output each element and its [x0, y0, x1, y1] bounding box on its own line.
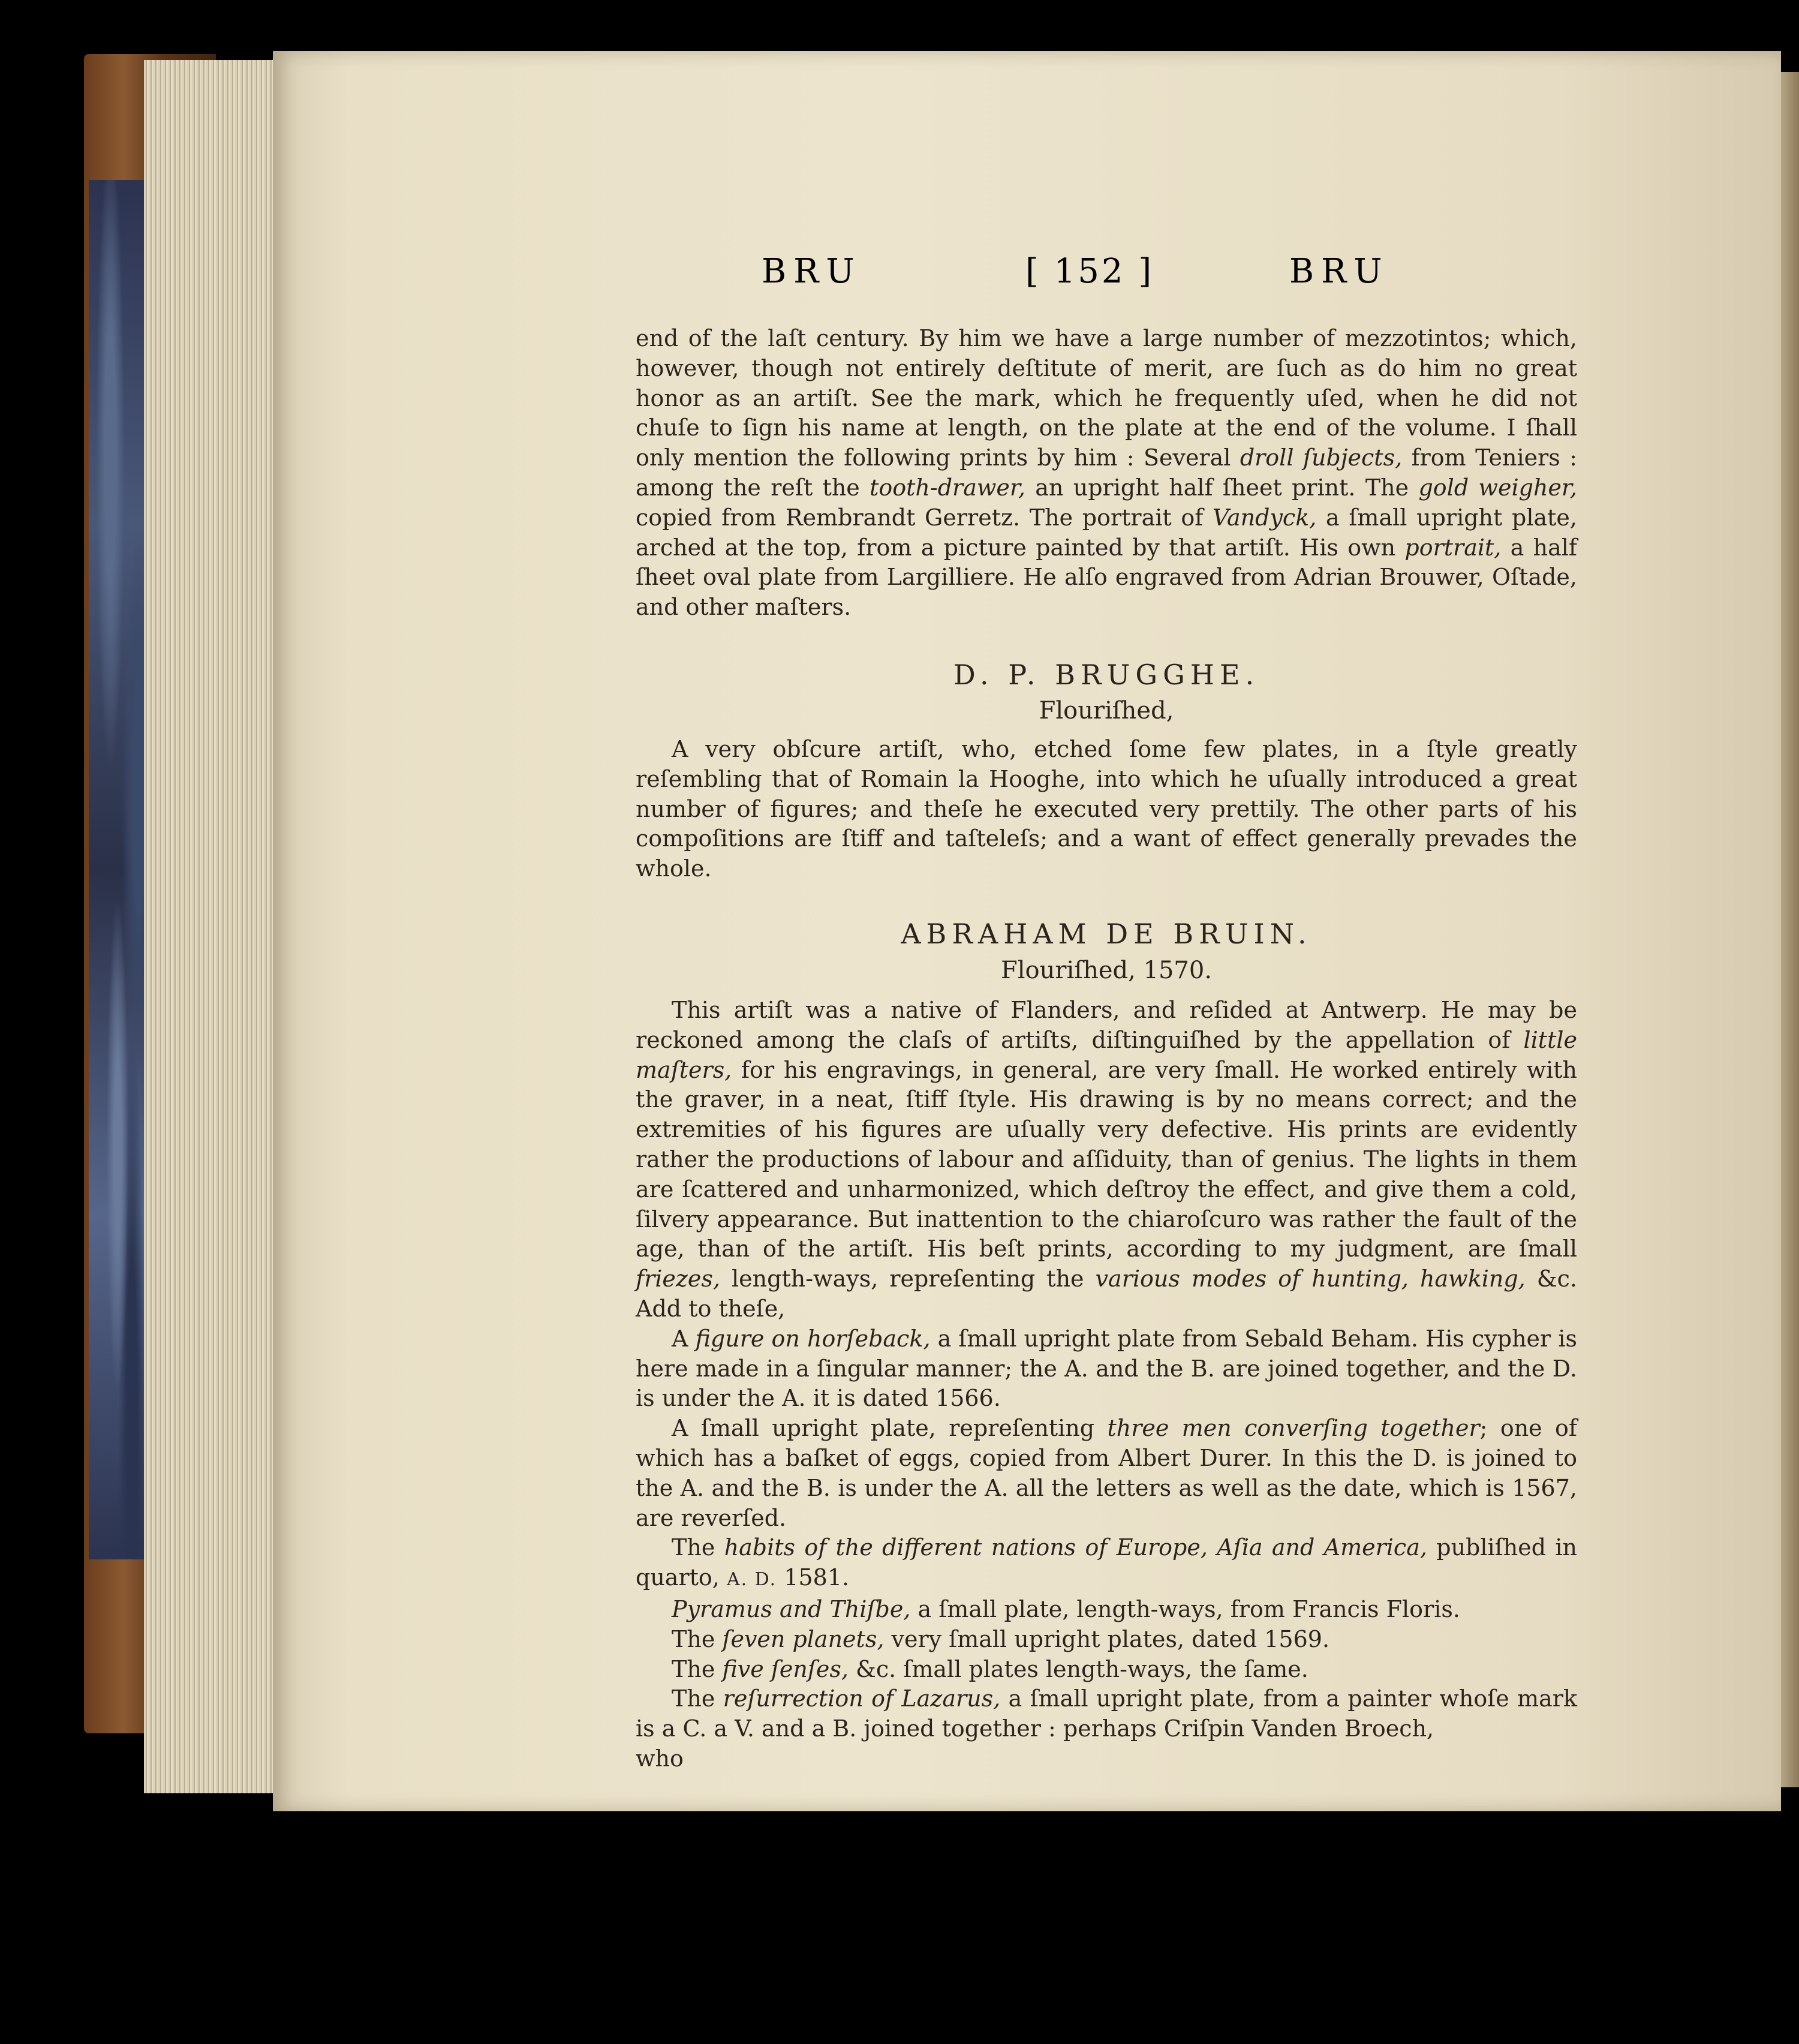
header-right: BRU: [1289, 252, 1389, 291]
paragraph-text: The habits of the different nations of Europe, Aſia and America, publiſhed in quarto, A. D. 1581.: [636, 1534, 1577, 1591]
entry-body-brugghe: [636, 735, 1577, 884]
entry-subtitle-bruin: Flouriſhed, 1570.: [1000, 957, 1213, 984]
entry-body-bruin: [636, 996, 1577, 1774]
paragraph-text: A ſmall upright plate, repreſenting three men converſing together; one of which has a baſket of eggs, copied from Albert Durer. In this the D. is joined to the A. and the B. is under the A. all the letters as well as the date, which is 1567, are reverſed.: [636, 1415, 1577, 1531]
entry-subtitle-brugghe: Flouriſhed,: [1039, 697, 1174, 725]
entry-heading-brugghe: D. P. BRUGGHE.: [953, 659, 1260, 691]
paragraph-text: A figure on horſeback, a ſmall upright plate from Sebald Beham. His cypher is here made in a ſingular manner; the A. and the B. are joined together, and the D. is under the A. it is dated 1566.: [636, 1325, 1577, 1412]
paragraph-text: A very obſcure artiſt, who, etched ſome few plates, in a ſtyle greatly reſembling that of Romain la Hooghe, into which he uſually introduced a great number of figures; and theſe he executed very prettily. The other parts of his compoſitions are ſtiff and taſteleſs; and a want of effect generally prevades the whole.: [636, 736, 1577, 882]
paragraph-text: The five ſenſes, &c. ſmall plates length-ways, the ſame.: [672, 1655, 1308, 1682]
paragraph-text: The ſeven planets, very ſmall upright plates, dated 1569.: [672, 1625, 1330, 1652]
paragraph-text: The reſurrection of Lazarus, a ſmall upright plate, from a painter whoſe mark is a C. a V. and a B. joined together : perhaps Criſpin Vanden Broech,: [636, 1685, 1577, 1742]
page-number: [ 152 ]: [1025, 252, 1154, 291]
paragraph-text: Pyramus and Thiſbe, a ſmall plate, length-ways, from Francis Floris.: [672, 1595, 1460, 1622]
header-left: BRU: [762, 252, 862, 291]
paragraph-text: end of the laſt century. By him we have a large number of mezzotintos; which, however, though not entirely deſtitute of merit, are ſuch as do him no great honor as an artiſt. See the mark, which he frequently uſed, when he did not chuſe to ſign his name at length, on the plate at the end of the volume. I ſhall only mention the following prints by him : Several droll ſubjects, from Teniers : among the reſt the tooth-drawer, an upright half ſheet print. The gold weigher, copied from Rembrandt Gerretz. The portrait of Vandyck, a ſmall upright plate, arched at the top, from a picture painted by that artiſt. His own portrait, a half ſheet oval plate from Largilliere. He alſo engraved from Adrian Brouwer, Oſtade, and other maſters.: [636, 325, 1577, 621]
page-edges: [144, 60, 282, 1793]
entry-heading-bruin: ABRAHAM DE BRUIN.: [901, 918, 1312, 950]
paragraph-continuation: [636, 324, 1577, 623]
paragraph-text: This artiſt was a native of Flanders, and reſided at Antwerp. He may be reckoned among the claſs of artiſts, diſtinguiſhed by the appellation of little maſters, for his engravings, in general, are very ſmall. He worked entirely with the graver, in a neat, ſtiff ſtyle. His drawing is by no means correct; and the extremities of his figures are uſually very defective. His prints are evidently rather the productions of labour and aſſiduity, than of genius. The lights in them are ſcattered and unharmonized, which deſtroy the effect, and give them a cold, ſilvery appearance. But inattention to the chiaroſcuro was rather the fault of the age, than of the artiſt. His beſt prints, according to my judgment, are ſmall friezes, length-ways, repreſenting the various modes of hunting, hawking, &c. Add to theſe,: [636, 997, 1577, 1322]
running-header: [762, 252, 1457, 300]
catchword: who: [636, 1745, 684, 1772]
